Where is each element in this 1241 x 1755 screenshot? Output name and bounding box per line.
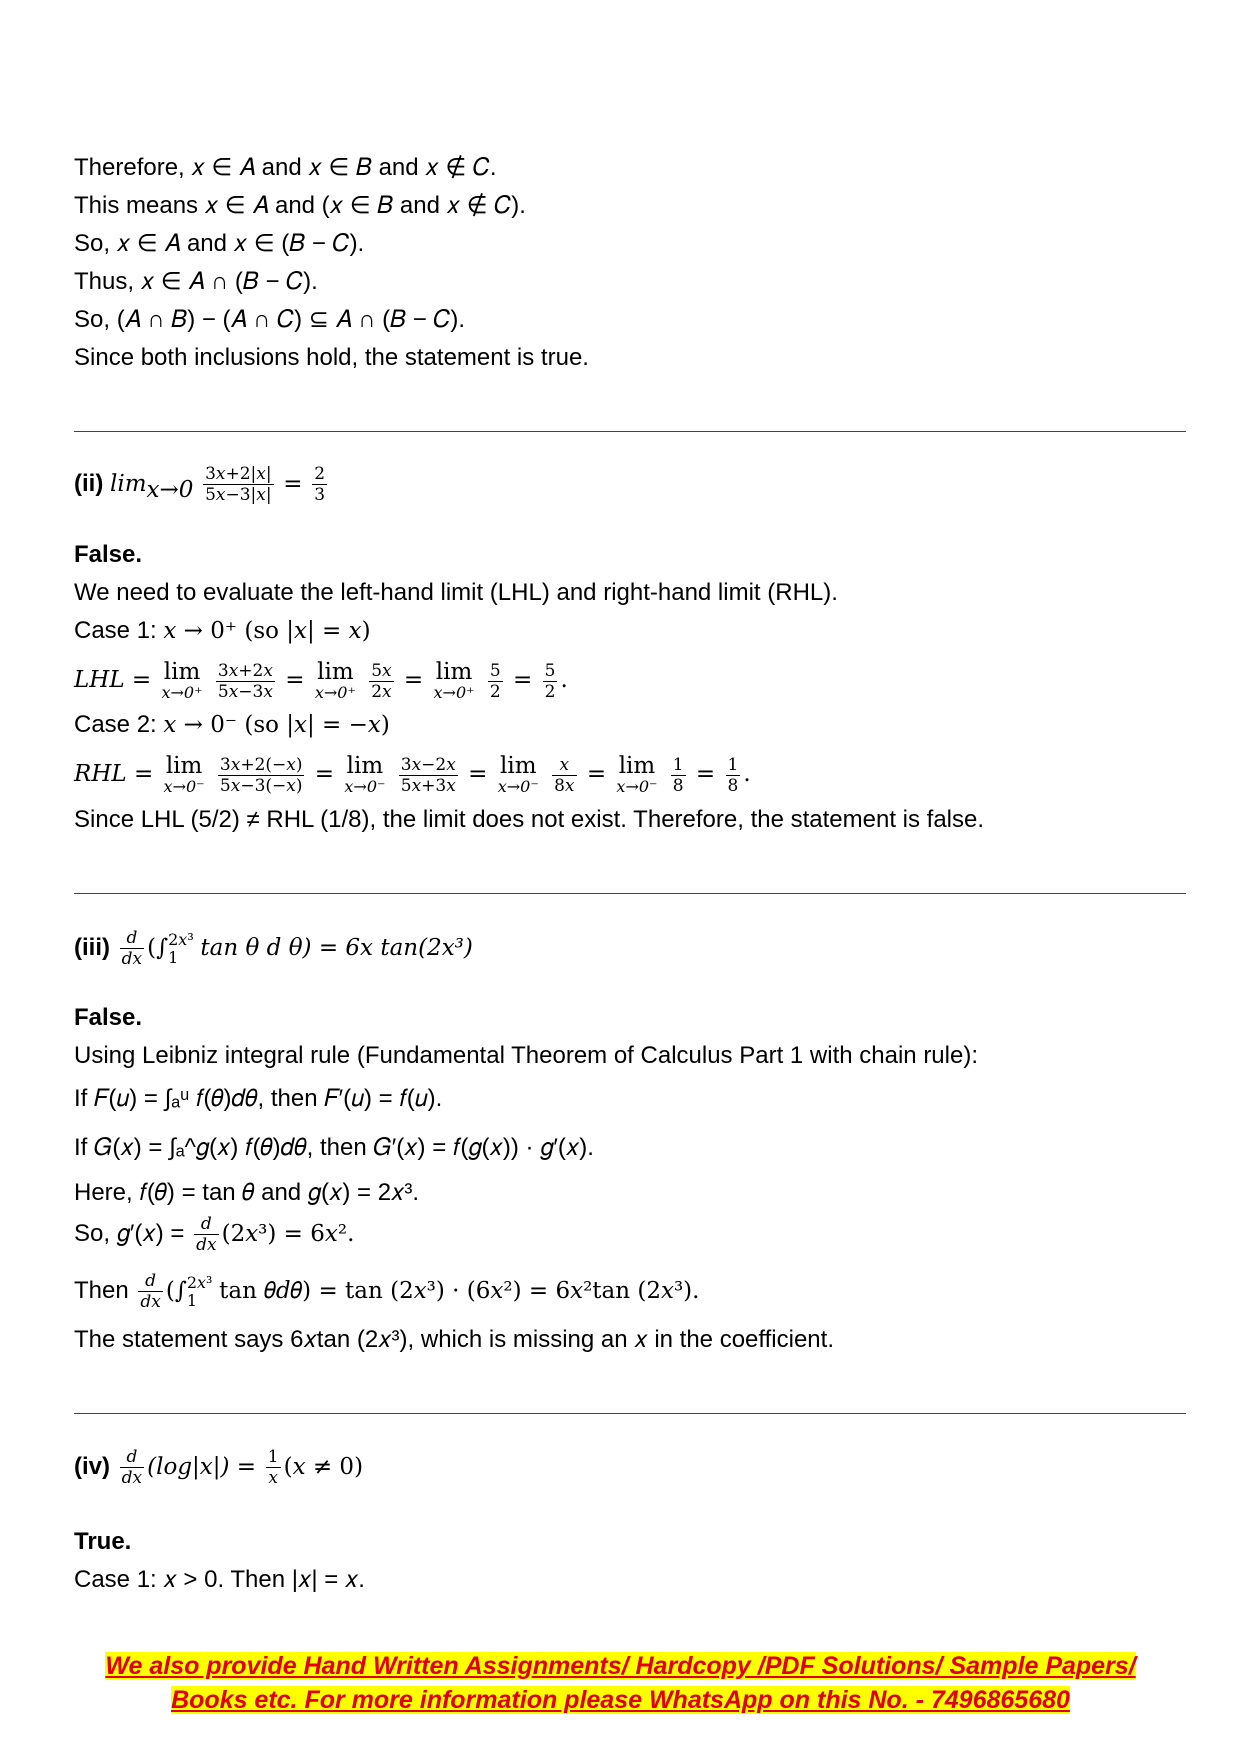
divider xyxy=(74,431,1186,432)
verdict: True. xyxy=(74,1528,132,1555)
text-line: So, 𝑥 ∈ 𝐴 and 𝑥 ∈ (𝐵 − 𝐶). xyxy=(74,230,365,257)
footer-promo-line: Books etc. For more information please WhatsApp on this No. - 7496865680 xyxy=(171,1686,1070,1714)
question-label: (iii) xyxy=(74,934,110,961)
fraction: $\frac{\text{𝑥}}{\text{8𝑥}}$ xyxy=(554,754,575,796)
fraction: $\frac{1}{\text{𝑥}}$ xyxy=(267,1447,279,1489)
divider xyxy=(74,1413,1186,1414)
text-line: Case 1: 𝑥 > 0. Then |𝑥| = 𝑥. xyxy=(74,1566,365,1593)
limit: lim 𝑥→0⁻ xyxy=(344,753,386,796)
case-math: 𝑥 → 0⁺ (so |𝑥| = 𝑥) xyxy=(163,618,371,644)
rhl-equation: 𝑅𝐻𝐿 = lim 𝑥→0⁻ $\frac{\text{3𝑥+2(−𝑥)}}{\text{5𝑥−3(−𝑥)}}$ = lim 𝑥→0⁻ $\frac{\text{3𝑥−2𝑥}}{\text{5𝑥+3𝑥}}$ = lim 𝑥→0⁻ $\frac{\text{𝑥}}{\text{8𝑥}}$ = lim 𝑥→0⁻ $\frac{1}{8}$ = $\frac{1}{8}$ . xyxy=(74,753,751,796)
denominator: 5𝑥−3|𝑥| xyxy=(205,485,272,506)
question-label: (ii) xyxy=(74,470,104,497)
case-label: Case 2: xyxy=(74,711,157,738)
fraction: $\frac{5}{2}$ xyxy=(544,660,556,702)
fraction: $\frac{1}{8}$ xyxy=(672,754,684,796)
limit: lim 𝑥→0⁺ xyxy=(433,659,475,702)
text-line: Thus, 𝑥 ∈ 𝐴 ∩ (𝐵 − 𝐶). xyxy=(74,268,318,295)
question-ii-heading xyxy=(74,460,330,514)
text-line: If 𝐹(𝑢) = ∫ₐᵘ 𝑓(𝜃)𝑑𝜃, then 𝐹′(𝑢) = 𝑓(𝑢). xyxy=(74,1085,443,1112)
limit: lim 𝑥→0⁺ xyxy=(314,659,356,702)
fraction: $\frac{\text{𝑑}}{\text{𝑑𝑥}}$ xyxy=(121,928,143,970)
text-line: We need to evaluate the left-hand limit (LHL) and right-hand limit (RHL). xyxy=(74,579,838,606)
text-line: Using Leibniz integral rule (Fundamental Theorem of Calculus Part 1 with chain rule): xyxy=(74,1042,978,1069)
fraction: $\frac{\text{𝑑}}{\text{𝑑𝑥}}$ xyxy=(140,1271,161,1313)
footer-promo-line: We also provide Hand Written Assignments/ Hardcopy /PDF Solutions/ Sample Papers/ xyxy=(105,1652,1136,1680)
lim-sub: 𝑥→0 xyxy=(146,476,194,503)
lim-text: lim xyxy=(110,471,147,497)
divider xyxy=(74,893,1186,894)
fraction xyxy=(203,464,274,505)
integral-limits: 2𝑥³ 1 xyxy=(186,1272,213,1310)
fraction: $\frac{\text{𝑑}}{\text{𝑑𝑥}}$ xyxy=(196,1214,217,1256)
case-line xyxy=(74,616,371,646)
rhl-name: 𝑅𝐻𝐿 = xyxy=(74,761,154,787)
denominator: 3 xyxy=(314,485,326,506)
limit: lim 𝑥→0⁻ xyxy=(497,753,539,796)
fraction xyxy=(312,464,327,505)
integral-open: (∫ xyxy=(147,935,169,961)
case-line xyxy=(74,710,390,740)
case-math: 𝑥 → 0⁻ (so |𝑥| = −𝑥) xyxy=(163,712,390,738)
text-line: Since both inclusions hold, the statement is true. xyxy=(74,344,589,371)
question-label: (iv) xyxy=(74,1453,110,1480)
so-line: So, 𝑔′(𝑥) = $\frac{\text{𝑑}}{\text{𝑑𝑥}}$ (2𝑥³) = 6𝑥². xyxy=(74,1214,355,1256)
verdict: False. xyxy=(74,1004,143,1031)
fraction: $\frac{\text{3𝑥+2(−𝑥)}}{\text{5𝑥−3(−𝑥)}}$ xyxy=(219,754,303,796)
integral-body: 𝑡𝑎𝑛 𝜃 𝑑 𝜃) = 6𝑥 𝑡𝑎𝑛(2𝑥³) xyxy=(200,935,473,961)
limit: lim 𝑥→0⁺ xyxy=(161,659,203,702)
lhl-equation: 𝐿𝐻𝐿 = lim 𝑥→0⁺ $\frac{\text{3𝑥+2𝑥}}{\text{5𝑥−3𝑥}}$ = lim 𝑥→0⁺ $\frac{\text{5𝑥}}{\text{2𝑥}}$ = lim 𝑥→0⁺ $\frac{5}{2}$ = $\frac{5}{2}$ . xyxy=(74,659,568,702)
text-line: Since LHL (5/2) ≠ RHL (1/8), the limit does not exist. Therefore, the statement is false. xyxy=(74,806,985,833)
limit: lim 𝑥→0⁻ xyxy=(616,753,658,796)
numerator: 3𝑥+2|𝑥| xyxy=(205,464,272,485)
case-label: Case 1: xyxy=(74,617,157,644)
text-line: This means 𝑥 ∈ 𝐴 and (𝑥 ∈ 𝐵 and 𝑥 ∉ 𝐶). xyxy=(74,192,526,219)
fraction: $\frac{\text{𝑑}}{\text{𝑑𝑥}}$ xyxy=(121,1447,143,1489)
text-line: Therefore, 𝑥 ∈ 𝐴 and 𝑥 ∈ 𝐵 and 𝑥 ∉ 𝐶. xyxy=(74,154,497,181)
then-line: Then $\frac{\text{𝑑}}{\text{𝑑𝑥}}$ (∫ 2𝑥³ 1 tan 𝜃𝑑𝜃) = tan (2𝑥³) · (6𝑥²) = 6𝑥²tan (2𝑥³). xyxy=(74,1271,700,1313)
fraction: $\frac{\text{3𝑥+2𝑥}}{\text{5𝑥−3𝑥}}$ xyxy=(217,660,273,702)
text-line: So, (𝐴 ∩ 𝐵) − (𝐴 ∩ 𝐶) ⊆ 𝐴 ∩ (𝐵 − 𝐶). xyxy=(74,306,466,333)
question-iv-heading: (iv) $\frac{\text{𝑑}}{\text{𝑑𝑥}}$ (𝑙𝑜𝑔|𝑥|) = $\frac{1}{\text{𝑥}}$ (𝑥 ≠ 0) xyxy=(74,1447,364,1489)
text-line: Here, 𝑓(𝜃) = tan 𝜃 and 𝑔(𝑥) = 2𝑥³. xyxy=(74,1179,420,1206)
fraction: $\frac{5}{2}$ xyxy=(489,660,501,702)
fraction: $\frac{\text{3𝑥−2𝑥}}{\text{5𝑥+3𝑥}}$ xyxy=(400,754,456,796)
fraction: $\frac{1}{8}$ xyxy=(727,754,739,796)
equals-sign: = xyxy=(283,471,303,497)
limit: lim 𝑥→0⁻ xyxy=(163,753,205,796)
question-iii-heading xyxy=(74,922,473,974)
integral-limits: 2𝑥³ 1 xyxy=(168,929,194,967)
numerator: 2 xyxy=(314,464,326,485)
fraction: $\frac{\text{5𝑥}}{\text{2𝑥}}$ xyxy=(371,660,392,702)
verdict: False. xyxy=(74,541,143,568)
text-line: If 𝐺(𝑥) = ∫ₐ^𝑔(𝑥) 𝑓(𝜃)𝑑𝜃, then 𝐺′(𝑥) = 𝑓(𝑔(𝑥)) · 𝑔′(𝑥). xyxy=(74,1134,594,1161)
text-line: The statement says 6𝑥tan (2𝑥³), which is missing an 𝑥 in the coefficient. xyxy=(74,1326,834,1353)
lhl-name: 𝐿𝐻𝐿 = xyxy=(74,667,152,693)
